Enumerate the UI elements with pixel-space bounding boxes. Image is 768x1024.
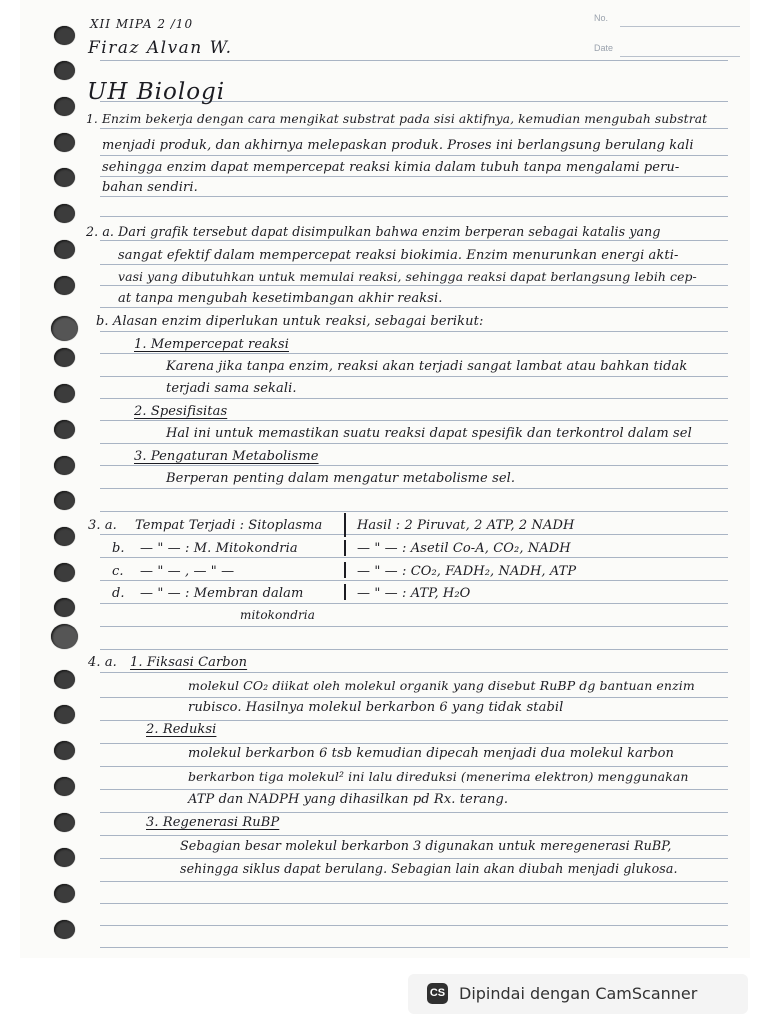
ruled-line [100, 465, 728, 466]
q4-heading: 1. Fiksasi Carbon [130, 655, 248, 670]
ruled-line [100, 353, 728, 354]
q1-line: 1. Enzim bekerja dengan cara mengikat substrat pada sisi aktifnya, kemudian mengubah substrat [86, 112, 708, 126]
ruled-line [100, 835, 728, 836]
q2b-body: Hal ini untuk memastikan suatu reaksi dapat spesifik dan terkontrol dalam sel [166, 426, 692, 441]
ruled-line [100, 511, 728, 512]
ruled-line [100, 720, 728, 721]
q3-row-place: — " — : M. Mitokondria [140, 541, 298, 556]
q2a-line: 2. a. Dari grafik tersebut dapat disimpulkan bahwa enzim berperan sebagai katalis yang [86, 224, 661, 239]
binder-hole [54, 848, 75, 867]
ruled-line [100, 881, 728, 882]
student-name: Firaz Alvan W. [88, 38, 233, 58]
ruled-line [100, 626, 728, 627]
binder-hole [54, 884, 75, 903]
binder-hole [51, 316, 78, 341]
class-label: XII MIPA 2 /10 [90, 17, 194, 31]
ruled-line [100, 240, 728, 241]
ruled-line [100, 766, 728, 767]
binder-hole [54, 670, 75, 689]
q4-body: molekul CO₂ diikat oleh molekul organik yang disebut RuBP dg bantuan enzim [188, 678, 695, 693]
camscanner-watermark [408, 974, 748, 1014]
q4-body: berkarbon tiga molekul² ini lalu direduksi (menerima elektron) menggunakan [188, 769, 689, 784]
q3-row-label: b. [112, 541, 125, 556]
binder-hole [54, 26, 75, 45]
table-divider [344, 513, 346, 537]
binder-hole [54, 491, 75, 510]
table-divider [344, 584, 346, 600]
ruled-line [100, 488, 728, 489]
page-title: UH Biologi [87, 79, 226, 105]
binder-hole [54, 276, 75, 295]
q1-line: sehingga enzim dapat mempercepat reaksi kimia dalam tubuh tanpa mengalami peru- [102, 160, 680, 175]
ruled-line [100, 307, 728, 308]
binder-hole [54, 133, 75, 152]
camscanner-text: Dipindai dengan CamScanner [459, 984, 698, 1003]
ruled-line [100, 557, 728, 558]
no-field-line [620, 26, 740, 27]
ruled-line [100, 672, 728, 673]
q2b-heading: 3. Pengaturan Metabolisme [134, 449, 319, 464]
binder-hole [54, 348, 75, 367]
binder-hole [54, 813, 75, 832]
q4-body: ATP dan NADPH yang dihasilkan pd Rx. terang. [188, 792, 509, 807]
q2b-intro: b. Alasan enzim diperlukan untuk reaksi, sebagai berikut: [96, 314, 484, 329]
q3-row-result: — " — : Asetil Co-A, CO₂, NADH [357, 541, 571, 556]
q4-body: molekul berkarbon 6 tsb kemudian dipecah menjadi dua molekul karbon [188, 746, 675, 761]
binder-hole [54, 384, 75, 403]
binder-hole [54, 598, 75, 617]
date-field-label: Date [594, 43, 614, 53]
ruled-line [100, 176, 728, 177]
ruled-line [100, 858, 728, 859]
ruled-line [100, 420, 728, 421]
ruled-line [100, 155, 728, 156]
table-divider [344, 562, 346, 578]
no-field-label: No. [594, 13, 609, 23]
binder-hole [54, 420, 75, 439]
ruled-line [100, 196, 728, 197]
ruled-line [100, 947, 728, 948]
ruled-line [100, 60, 728, 61]
q4-body: Sebagian besar molekul berkarbon 3 digunakan untuk meregenerasi RuBP, [180, 838, 672, 853]
q2a-line: at tanpa mengubah kesetimbangan akhir reaksi. [118, 291, 443, 306]
binder-hole [54, 741, 75, 760]
binder-hole [54, 168, 75, 187]
binder-hole [54, 920, 75, 939]
q3-row-label: d. [112, 586, 125, 601]
q2b-heading: 1. Mempercepat reaksi [134, 337, 289, 352]
ruled-line [100, 376, 728, 377]
camscanner-logo-icon: CS [427, 983, 448, 1004]
ruled-line [100, 925, 728, 926]
ruled-line [100, 443, 728, 444]
binder-hole [54, 705, 75, 724]
q2a-line: vasi yang dibutuhkan untuk memulai reaksi, sehingga reaksi dapat berlangsung lebih cep- [118, 269, 697, 284]
binder-hole [54, 240, 75, 259]
q2b-body: Karena jika tanpa enzim, reaksi akan terjadi sangat lambat atau bahkan tidak [166, 359, 688, 374]
binder-hole [54, 563, 75, 582]
q3-row-result: — " — : CO₂, FADH₂, NADH, ATP [357, 564, 577, 579]
ruled-line [100, 128, 728, 129]
table-divider [344, 540, 346, 556]
binder-hole [54, 527, 75, 546]
q1-line: bahan sendiri. [102, 180, 198, 195]
q2b-body: terjadi sama sekali. [166, 381, 297, 396]
q2a-line: sangat efektif dalam mempercepat reaksi biokimia. Enzim menurunkan energi akti- [118, 248, 679, 263]
q4-heading: 3. Regenerasi RuBP [146, 815, 280, 830]
ruled-line [100, 789, 728, 790]
q3-row-label: c. [112, 564, 124, 579]
ruled-line [100, 285, 728, 286]
ruled-line [100, 534, 728, 535]
q3-row-label: 3. a. [88, 518, 117, 533]
binder-hole [51, 624, 78, 649]
q3-row-place: — " — , — " — [140, 564, 235, 579]
q2b-heading: 2. Spesifisitas [134, 404, 228, 419]
ruled-line [100, 216, 728, 217]
q4-body: rubisco. Hasilnya molekul berkarbon 6 yang tidak stabil [188, 700, 564, 715]
binder-hole [54, 456, 75, 475]
ruled-line [100, 903, 728, 904]
ruled-line [100, 603, 728, 604]
q3-row-result: Hasil : 2 Piruvat, 2 ATP, 2 NADH [357, 518, 575, 533]
ruled-line [100, 649, 728, 650]
q3-row-place: — " — : Membran dalam [140, 586, 304, 601]
ruled-line [100, 331, 728, 332]
q4-heading: 2. Reduksi [146, 722, 217, 737]
ruled-line [100, 743, 728, 744]
binder-hole [54, 97, 75, 116]
binder-hole [54, 777, 75, 796]
ruled-line [100, 580, 728, 581]
ruled-line [100, 812, 728, 813]
binder-hole [54, 61, 75, 80]
ruled-line [100, 697, 728, 698]
q1-line: menjadi produk, dan akhirnya melepaskan produk. Proses ini berlangsung berulang kali [102, 138, 694, 153]
q3-row-place-cont: mitokondria [240, 608, 315, 622]
q4-label: 4. a. [88, 655, 117, 670]
q3-row-place: Tempat Terjadi : Sitoplasma [135, 518, 323, 533]
q3-row-result: — " — : ATP, H₂O [357, 586, 471, 601]
q4-body: sehingga siklus dapat berulang. Sebagian lain akan diubah menjadi glukosa. [180, 861, 678, 876]
q2b-body: Berperan penting dalam mengatur metabolisme sel. [166, 471, 516, 486]
ruled-line [100, 264, 728, 265]
date-field-line [620, 56, 740, 57]
binder-hole [54, 204, 75, 223]
ruled-line [100, 398, 728, 399]
